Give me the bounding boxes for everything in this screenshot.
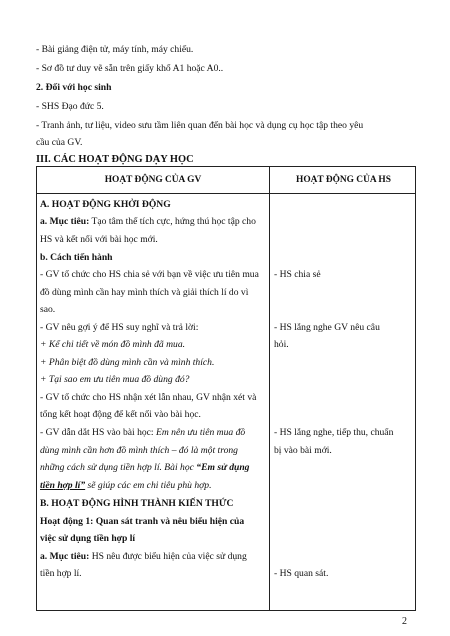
lead-in-text: - GV dẫn dắt HS vào bài học: [40,427,156,438]
activity-1-title-cont: việc sử dụng tiền hợp lí [40,533,136,544]
table-header-row [37,167,415,194]
teacher-step-1: - GV tổ chức cho HS chia sẻ với bạn về việc ưu tiên mua [40,269,259,280]
section-title: III. CÁC HOẠT ĐỘNG DẠY HỌC [36,154,194,165]
prompt-1: + Kể chi tiết về món đồ mình đã mua. [40,339,186,350]
student-response-1: - HS chia sẻ [274,269,321,280]
lesson-purpose: sẽ giúp các em chi tiêu phù hợp. [85,480,212,491]
page-number: 2 [402,616,407,627]
header-student-activities: HOẠT ĐỘNG CỦA HS [296,175,391,185]
teacher-step-2: - GV nêu gợi ý để HS suy nghĩ và trả lời: [40,322,199,333]
lesson-title-part-1: “Em sử dụng [196,462,250,473]
equipment-line-1: - Bài giảng điện tử, máy tính, máy chiếu. [36,44,194,55]
teacher-step-4-cont-2 [40,462,249,474]
teacher-step-4-cont: dùng mình cần hơn đồ mình thích – đó là một trong [40,445,238,456]
students-heading: 2. Đối với học sinh [36,82,112,93]
goal-label: a. Mục tiêu: [40,216,90,227]
lead-in-italic: Em nên ưu tiên mua đồ [156,427,246,438]
student-response-4: - HS quan sát. [274,568,329,579]
student-response-3-cont: bị vào bài mới. [274,445,332,456]
student-response-2-cont: hỏi. [274,339,289,350]
warmup-goal-cont: HS và kết nối với bài học mới. [40,234,158,245]
prompt-2: + Phân biệt đồ dùng mình cần và mình thích. [40,357,215,368]
warmup-goal [40,216,256,228]
textbook-line: - SHS Đạo đức 5. [36,101,104,112]
goal-text-2: HS nêu được biểu hiện của việc sử dụng [89,551,247,562]
lesson-intro-italic: những cách sử dụng tiền hợp lí. Bài học [40,462,197,473]
materials-line-cont: cầu của GV. [36,137,83,148]
teacher-step-1-end: sao. [40,304,56,315]
teacher-step-3-cont: tổng kết hoạt động để kết nối vào bài học. [40,409,201,420]
column-divider [269,167,270,610]
warmup-title: A. HOẠT ĐỘNG KHỞI ĐỘNG [40,199,171,210]
goal-label-2: a. Mục tiêu: [40,551,90,562]
activity-1-goal [40,551,247,563]
knowledge-title: B. HOẠT ĐỘNG HÌNH THÀNH KIẾN THỨC [40,498,234,509]
activities-table [36,166,416,611]
prompt-3: + Tại sao em ưu tiên mua đồ dùng đó? [40,374,190,385]
materials-line: - Tranh ảnh, tư liệu, video sưu tầm liên quan đến bài học và dụng cụ học tập theo yêu [36,120,364,131]
student-response-2: - HS lắng nghe GV nêu câu [274,322,380,333]
teacher-step-1-cont: đồ dùng mình cần hay mình thích và giải thích lí do vì [40,287,249,298]
teacher-step-4 [40,427,245,439]
procedure-label: b. Cách tiến hành [40,252,113,263]
activity-1-title: Hoạt động 1: Quan sát tranh và nêu biểu hiện của [40,516,245,527]
header-teacher-activities: HOẠT ĐỘNG CỦA GV [104,175,202,185]
activity-1-goal-cont: tiền hợp lí. [40,568,82,579]
equipment-line-2: - Sơ đồ tư duy vẽ sẵn trên giấy khổ A1 hoặc A0.. [36,63,224,74]
student-response-3: - HS lắng nghe, tiếp thu, chuẩn [274,427,394,438]
teacher-step-3: - GV tổ chức cho HS nhận xét lẫn nhau, GV nhận xét và [40,392,257,403]
lesson-title-part-2: tiền hợp lí” [40,480,86,491]
teacher-step-4-end [40,480,212,492]
goal-text: Tạo tâm thế tích cực, hứng thú học tập cho [89,216,256,227]
